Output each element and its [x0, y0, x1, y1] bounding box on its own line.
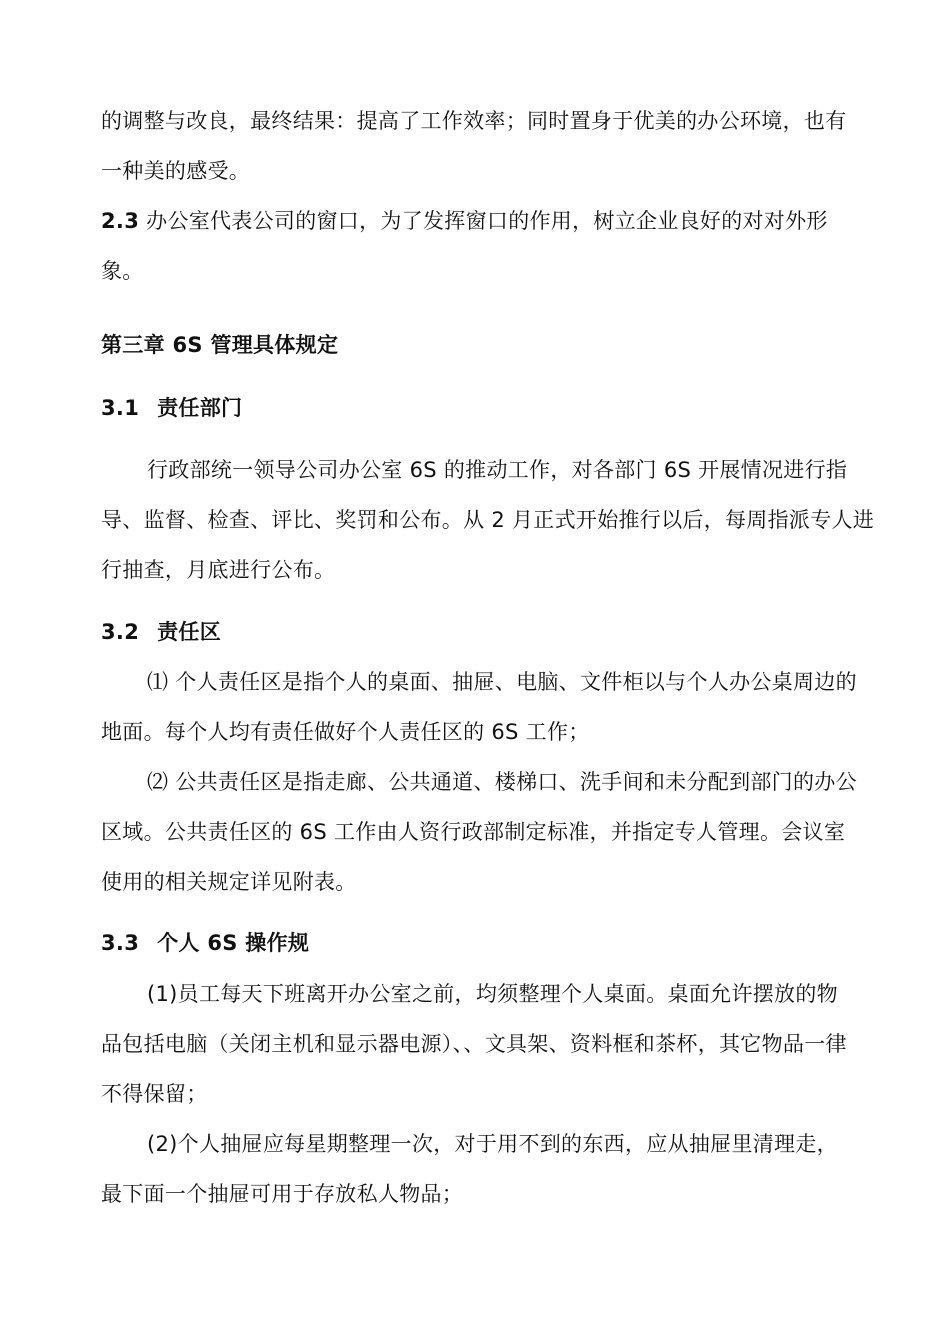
section-number: 3.2	[101, 620, 140, 644]
paragraph-line: 导、监督、检查、评比、奖罚和公布。从 2 月正式开始推行以后，每周指派专人进	[101, 508, 875, 532]
paragraph-line: 行政部统一领导公司办公室 6S 的推动工作，对各部门 6S 开展情况进行指	[147, 458, 848, 482]
paragraph-text: 办公室代表公司的窗口，为了发挥窗口的作用，树立企业良好的对对外形	[146, 209, 828, 233]
list-item-line: ⑴ 个人责任区是指个人的桌面、抽屉、电脑、文件柜以与个人办公桌周边的	[147, 670, 857, 694]
section-title: 责任部门	[157, 396, 243, 420]
list-item-line: 使用的相关规定详见附表。	[101, 870, 357, 894]
paragraph-line: 行抽查，月底进行公布。	[101, 558, 336, 582]
list-item-line: (2)个人抽屉应每星期整理一次，对于用不到的东西，应从抽屉里清理走，	[147, 1132, 838, 1156]
list-item-line: 地面。每个人均有责任做好个人责任区的 6S 工作；	[101, 720, 590, 744]
section-number: 2.3	[101, 209, 140, 233]
section-number: 3.1	[101, 396, 140, 420]
section-number: 3.3	[101, 931, 140, 955]
paragraph-line: 象。	[101, 259, 144, 283]
list-item-line: 区域。公共责任区的 6S 工作由人资行政部制定标准，并指定专人管理。会议室	[101, 820, 846, 844]
section-heading	[101, 929, 309, 957]
list-item-line: ⑵ 公共责任区是指走廊、公共通道、楼梯口、洗手间和未分配到部门的办公	[147, 770, 857, 794]
list-item-line: 最下面一个抽屉可用于存放私人物品；	[101, 1182, 464, 1206]
list-item-line: 不得保留；	[101, 1082, 208, 1106]
section-heading	[101, 394, 242, 422]
list-item-line: 品包括电脑（关闭主机和显示器电源）、、文具架、资料框和茶杯，其它物品一律	[101, 1032, 847, 1056]
chapter-title: 第三章 6S 管理具体规定	[101, 333, 339, 357]
list-item-line: (1)员工每天下班离开办公室之前，均须整理个人桌面。桌面允许摆放的物	[147, 982, 838, 1006]
paragraph-line: 一种美的感受。	[101, 159, 251, 183]
section-title: 个人 6S 操作规	[157, 931, 310, 955]
section-title: 责任区	[157, 620, 222, 644]
section-heading	[101, 618, 221, 646]
paragraph-line: 的调整与改良，最终结果：提高了工作效率；同时置身于优美的办公环境，也有	[101, 109, 847, 133]
section-2-3-line	[101, 207, 828, 235]
